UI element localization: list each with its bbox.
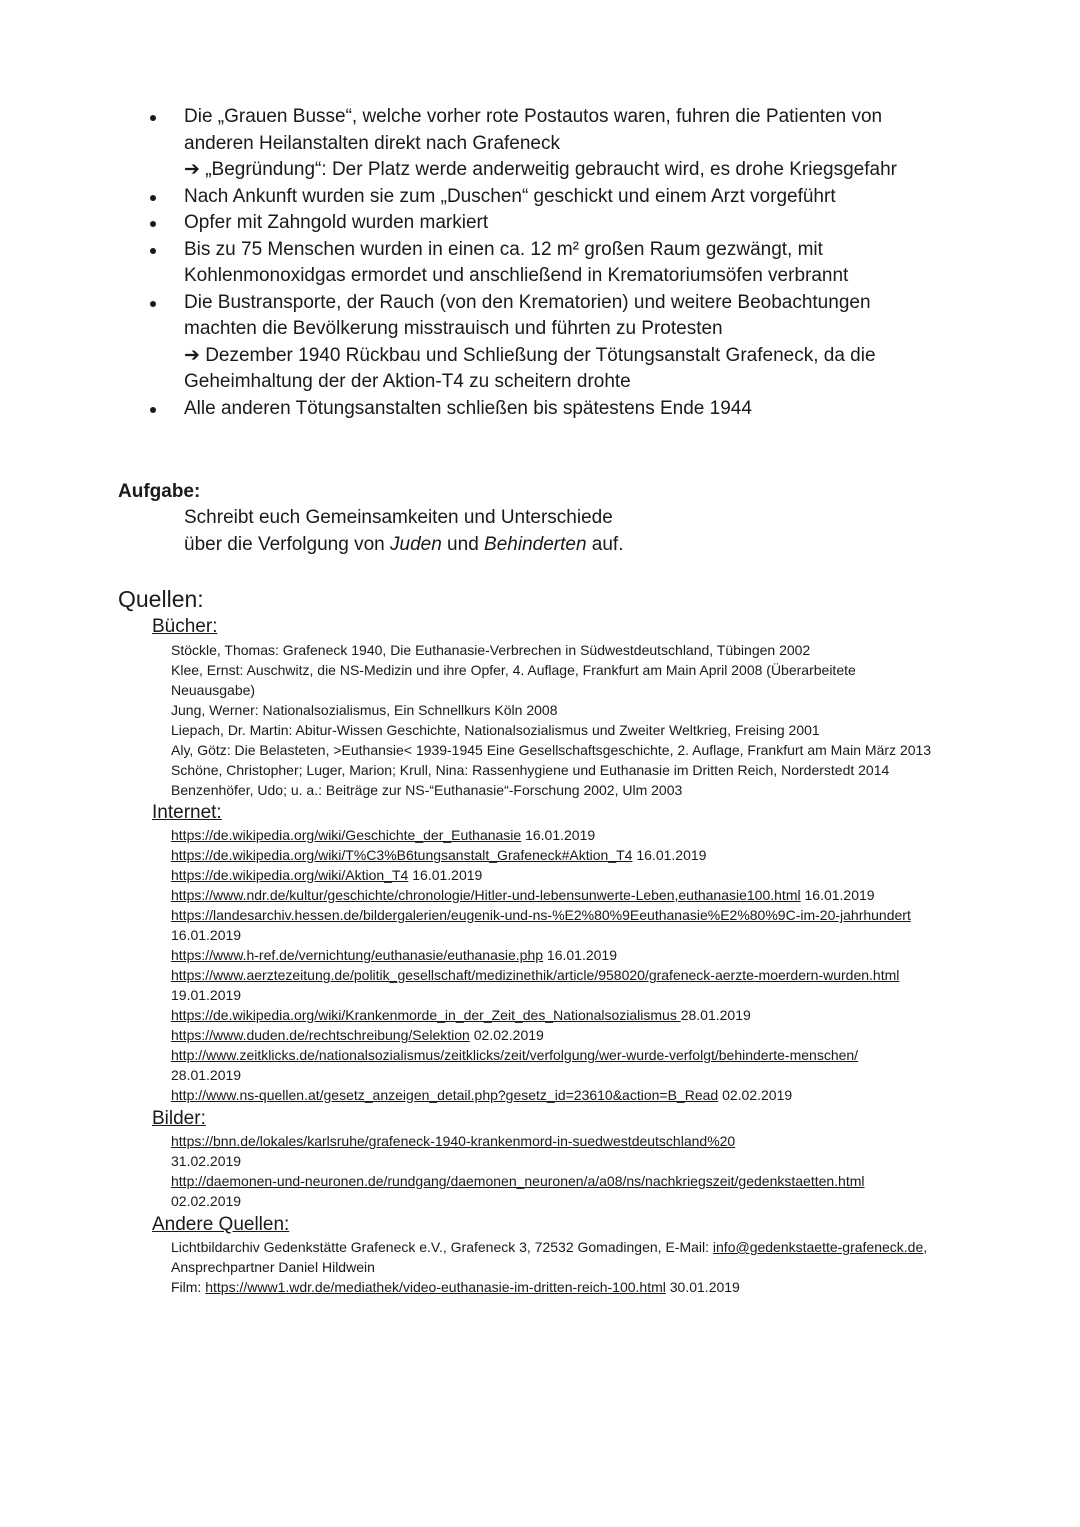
- bullet-dot-icon: [150, 115, 156, 121]
- bullet-dot-icon: [150, 301, 156, 307]
- internet-list: [171, 825, 1001, 1105]
- bullet-line: Kohlenmonoxidgas ermordet und anschließend in Krematoriumsöfen verbrannt: [184, 265, 849, 286]
- film-link[interactable]: https://www1.wdr.de/mediathek/video-euthanasie-im-dritten-reich-100.html: [205, 1279, 666, 1295]
- andere-line-3: Film: https://www1.wdr.de/mediathek/video-euthanasie-im-dritten-reich-100.html 30.01.2019: [171, 1279, 740, 1295]
- book-entry: Jung, Werner: Nationalsozialismus, Ein Schnellkurs Köln 2008: [171, 702, 558, 718]
- source-entry: [171, 1191, 1001, 1211]
- source-link[interactable]: http://www.zeitklicks.de/nationalsozialismus/zeitklicks/zeit/verfolgung/wer-wurde-verfolgt/behinderte-menschen/: [171, 1047, 859, 1063]
- andere-line-2: Ansprechpartner Daniel Hildwein: [171, 1259, 375, 1275]
- source-entry: [171, 1085, 1001, 1105]
- book-entry: Schöne, Christopher; Luger, Marion; Krull, Nina: Rassenhygiene und Euthanasie im Dritten Reich, Norderstedt 2014: [171, 762, 890, 778]
- source-entry: [171, 1065, 1001, 1085]
- andere-quellen-heading: Andere Quellen:: [152, 1214, 290, 1235]
- source-link[interactable]: https://de.wikipedia.org/wiki/Aktion_T4: [171, 867, 409, 883]
- source-entry: [171, 1025, 1001, 1045]
- access-date: 02.02.2019: [171, 1193, 242, 1209]
- aufgabe-line-2: über die Verfolgung von Juden und Behinderten auf.: [184, 534, 624, 555]
- access-date: 02.02.2019: [718, 1087, 793, 1103]
- bullet-line: Nach Ankunft wurden sie zum „Duschen“ geschickt und einem Arzt vorgeführt: [184, 185, 836, 207]
- bullet-dot-icon: [150, 248, 156, 254]
- source-link[interactable]: http://www.ns-quellen.at/gesetz_anzeigen_detail.php?gesetz_id=23610&action=B_Read: [171, 1087, 719, 1103]
- bullet-line: ➔ „Begründung“: Der Platz werde anderweitig gebraucht wird, es drohe Kriegsgefahr: [184, 159, 897, 180]
- access-date: 02.02.2019: [469, 1027, 544, 1043]
- bullet-item: [0, 184, 1080, 211]
- source-entry: [171, 965, 1001, 985]
- source-entry: [171, 925, 1001, 945]
- access-date: 16.01.2019: [543, 947, 617, 963]
- source-entry: [171, 1045, 1001, 1065]
- source-entry: [171, 1151, 1001, 1171]
- book-entry: Liepach, Dr. Martin: Abitur-Wissen Geschichte, Nationalsozialismus und Zweiter Weltkrieg, Freising 2001: [171, 722, 820, 738]
- internet-heading: Internet:: [152, 802, 222, 823]
- bullet-dot-icon: [150, 221, 156, 227]
- book-entry: Aly, Götz: Die Belasteten, >Euthansie< 1939-1945 Eine Gesellschaftsgeschichte, 2. Auflage, Frankfurt am Main März 2013: [171, 742, 932, 758]
- source-link[interactable]: https://bnn.de/lokales/karlsruhe/grafeneck-1940-krankenmord-in-suedwestdeutschland%20: [171, 1133, 736, 1149]
- bullet-line: Alle anderen Tötungsanstalten schließen bis spätestens Ende 1944: [184, 397, 752, 419]
- access-date: 19.01.2019: [171, 987, 242, 1003]
- book-entry: Neuausgabe): [171, 682, 256, 698]
- source-entry: [171, 885, 1001, 905]
- bullet-line: anderen Heilanstalten direkt nach Grafeneck: [184, 132, 561, 154]
- source-link[interactable]: https://de.wikipedia.org/wiki/T%C3%B6tungsanstalt_Grafeneck#Aktion_T4: [171, 847, 633, 863]
- access-date: 28.01.2019: [680, 1007, 751, 1023]
- source-link[interactable]: https://de.wikipedia.org/wiki/Krankenmorde_in_der_Zeit_des_Nationalsozialismus: [171, 1007, 681, 1023]
- bullet-line: Die „Grauen Busse“, welche vorher rote Postautos waren, fuhren die Patienten von: [184, 106, 883, 127]
- access-date: 16.01.2019: [521, 827, 596, 843]
- access-date: 16.01.2019: [632, 847, 707, 863]
- book-entry: Stöckle, Thomas: Grafeneck 1940, Die Euthanasie-Verbrechen in Südwestdeutschland, Tübingen 2002: [171, 642, 811, 658]
- source-link[interactable]: https://landesarchiv.hessen.de/bildergalerien/eugenik-und-ns-%E2%80%9Eeuthanasie%E2%80%9C-im-20-jahrhundert: [171, 907, 911, 923]
- source-entry: [171, 845, 1001, 865]
- source-entry: [171, 1131, 1001, 1151]
- bullet-line: machten die Bevölkerung misstrauisch und führten zu Protesten: [184, 318, 723, 339]
- source-link[interactable]: https://de.wikipedia.org/wiki/Geschichte_der_Euthanasie: [171, 827, 522, 843]
- access-date: 16.01.2019: [171, 927, 242, 943]
- bullet-line: Opfer mit Zahngold wurden markiert: [184, 212, 489, 233]
- andere-quellen-list: [171, 1237, 1001, 1297]
- source-entry: [171, 1171, 1001, 1191]
- email-link[interactable]: info@gedenkstaette-grafeneck.de: [712, 1239, 924, 1255]
- access-date: 31.02.2019: [171, 1153, 242, 1169]
- bullet-item: [0, 396, 1080, 423]
- bullet-line: Die Bustransporte, der Rauch (von den Krematorien) und weitere Beobachtungen: [184, 291, 871, 313]
- bullet-line: Geheimhaltung der der Aktion-T4 zu scheitern drohte: [184, 371, 631, 392]
- source-entry: [171, 905, 1001, 925]
- source-entry: [171, 945, 1001, 965]
- buecher-heading: Bücher:: [152, 616, 218, 637]
- bullet-dot-icon: [150, 195, 156, 201]
- source-entry: [171, 865, 1001, 885]
- book-entry: Benzenhöfer, Udo; u. a.: Beiträge zur NS-“Euthanasie“-Forschung 2002, Ulm 2003: [171, 782, 683, 798]
- source-link[interactable]: http://daemonen-und-neuronen.de/rundgang/daemonen_neuronen/a/a08/ns/nachkriegszeit/gedenkstaetten.html: [171, 1173, 865, 1189]
- bullet-item: [0, 237, 1080, 290]
- source-entry: [171, 1005, 1001, 1025]
- quellen-heading: Quellen:: [118, 586, 204, 612]
- aufgabe-line-1: Schreibt euch Gemeinsamkeiten und Unterschiede: [184, 507, 613, 528]
- access-date: 28.01.2019: [171, 1067, 242, 1083]
- access-date: 16.01.2019: [800, 887, 875, 903]
- bilder-heading: Bilder:: [152, 1108, 206, 1129]
- book-entry: Klee, Ernst: Auschwitz, die NS-Medizin und ihre Opfer, 4. Auflage, Frankfurt am Main April 2008 (Überarbeitete: [171, 662, 856, 678]
- bullet-list: [0, 104, 1080, 422]
- bullet-item: [0, 210, 1080, 237]
- bullet-item: [0, 104, 1080, 184]
- andere-line-1: Lichtbildarchiv Gedenkstätte Grafeneck e.V., Grafeneck 3, 72532 Gomadingen, E-Mail: info@gedenkstaette-grafeneck.de,: [171, 1239, 928, 1255]
- aufgabe-heading: Aufgabe:: [118, 481, 201, 502]
- bullet-item: [0, 290, 1080, 396]
- source-entry: [171, 985, 1001, 1005]
- aufgabe-text: [184, 504, 624, 558]
- bullet-line: ➔ Dezember 1940 Rückbau und Schließung der Tötungsanstalt Grafeneck, da die: [184, 344, 876, 366]
- source-link[interactable]: https://www.aerztezeitung.de/politik_gesellschaft/medizinethik/article/958020/grafeneck-aerzte-moerdern-wurden.html: [171, 967, 900, 983]
- source-link[interactable]: https://www.ndr.de/kultur/geschichte/chronologie/Hitler-und-lebensunwerte-Leben,euthanasie100.html: [171, 887, 801, 903]
- bullet-dot-icon: [150, 407, 156, 413]
- bullet-line: Bis zu 75 Menschen wurden in einen ca. 12 m² großen Raum gezwängt, mit: [184, 238, 823, 260]
- buecher-list: [171, 640, 1001, 800]
- source-link[interactable]: https://www.duden.de/rechtschreibung/Selektion: [171, 1027, 470, 1043]
- bilder-list: [171, 1131, 1001, 1211]
- access-date: 16.01.2019: [408, 867, 483, 883]
- source-entry: [171, 825, 1001, 845]
- source-link[interactable]: https://www.h-ref.de/vernichtung/euthanasie/euthanasie.php: [171, 947, 544, 963]
